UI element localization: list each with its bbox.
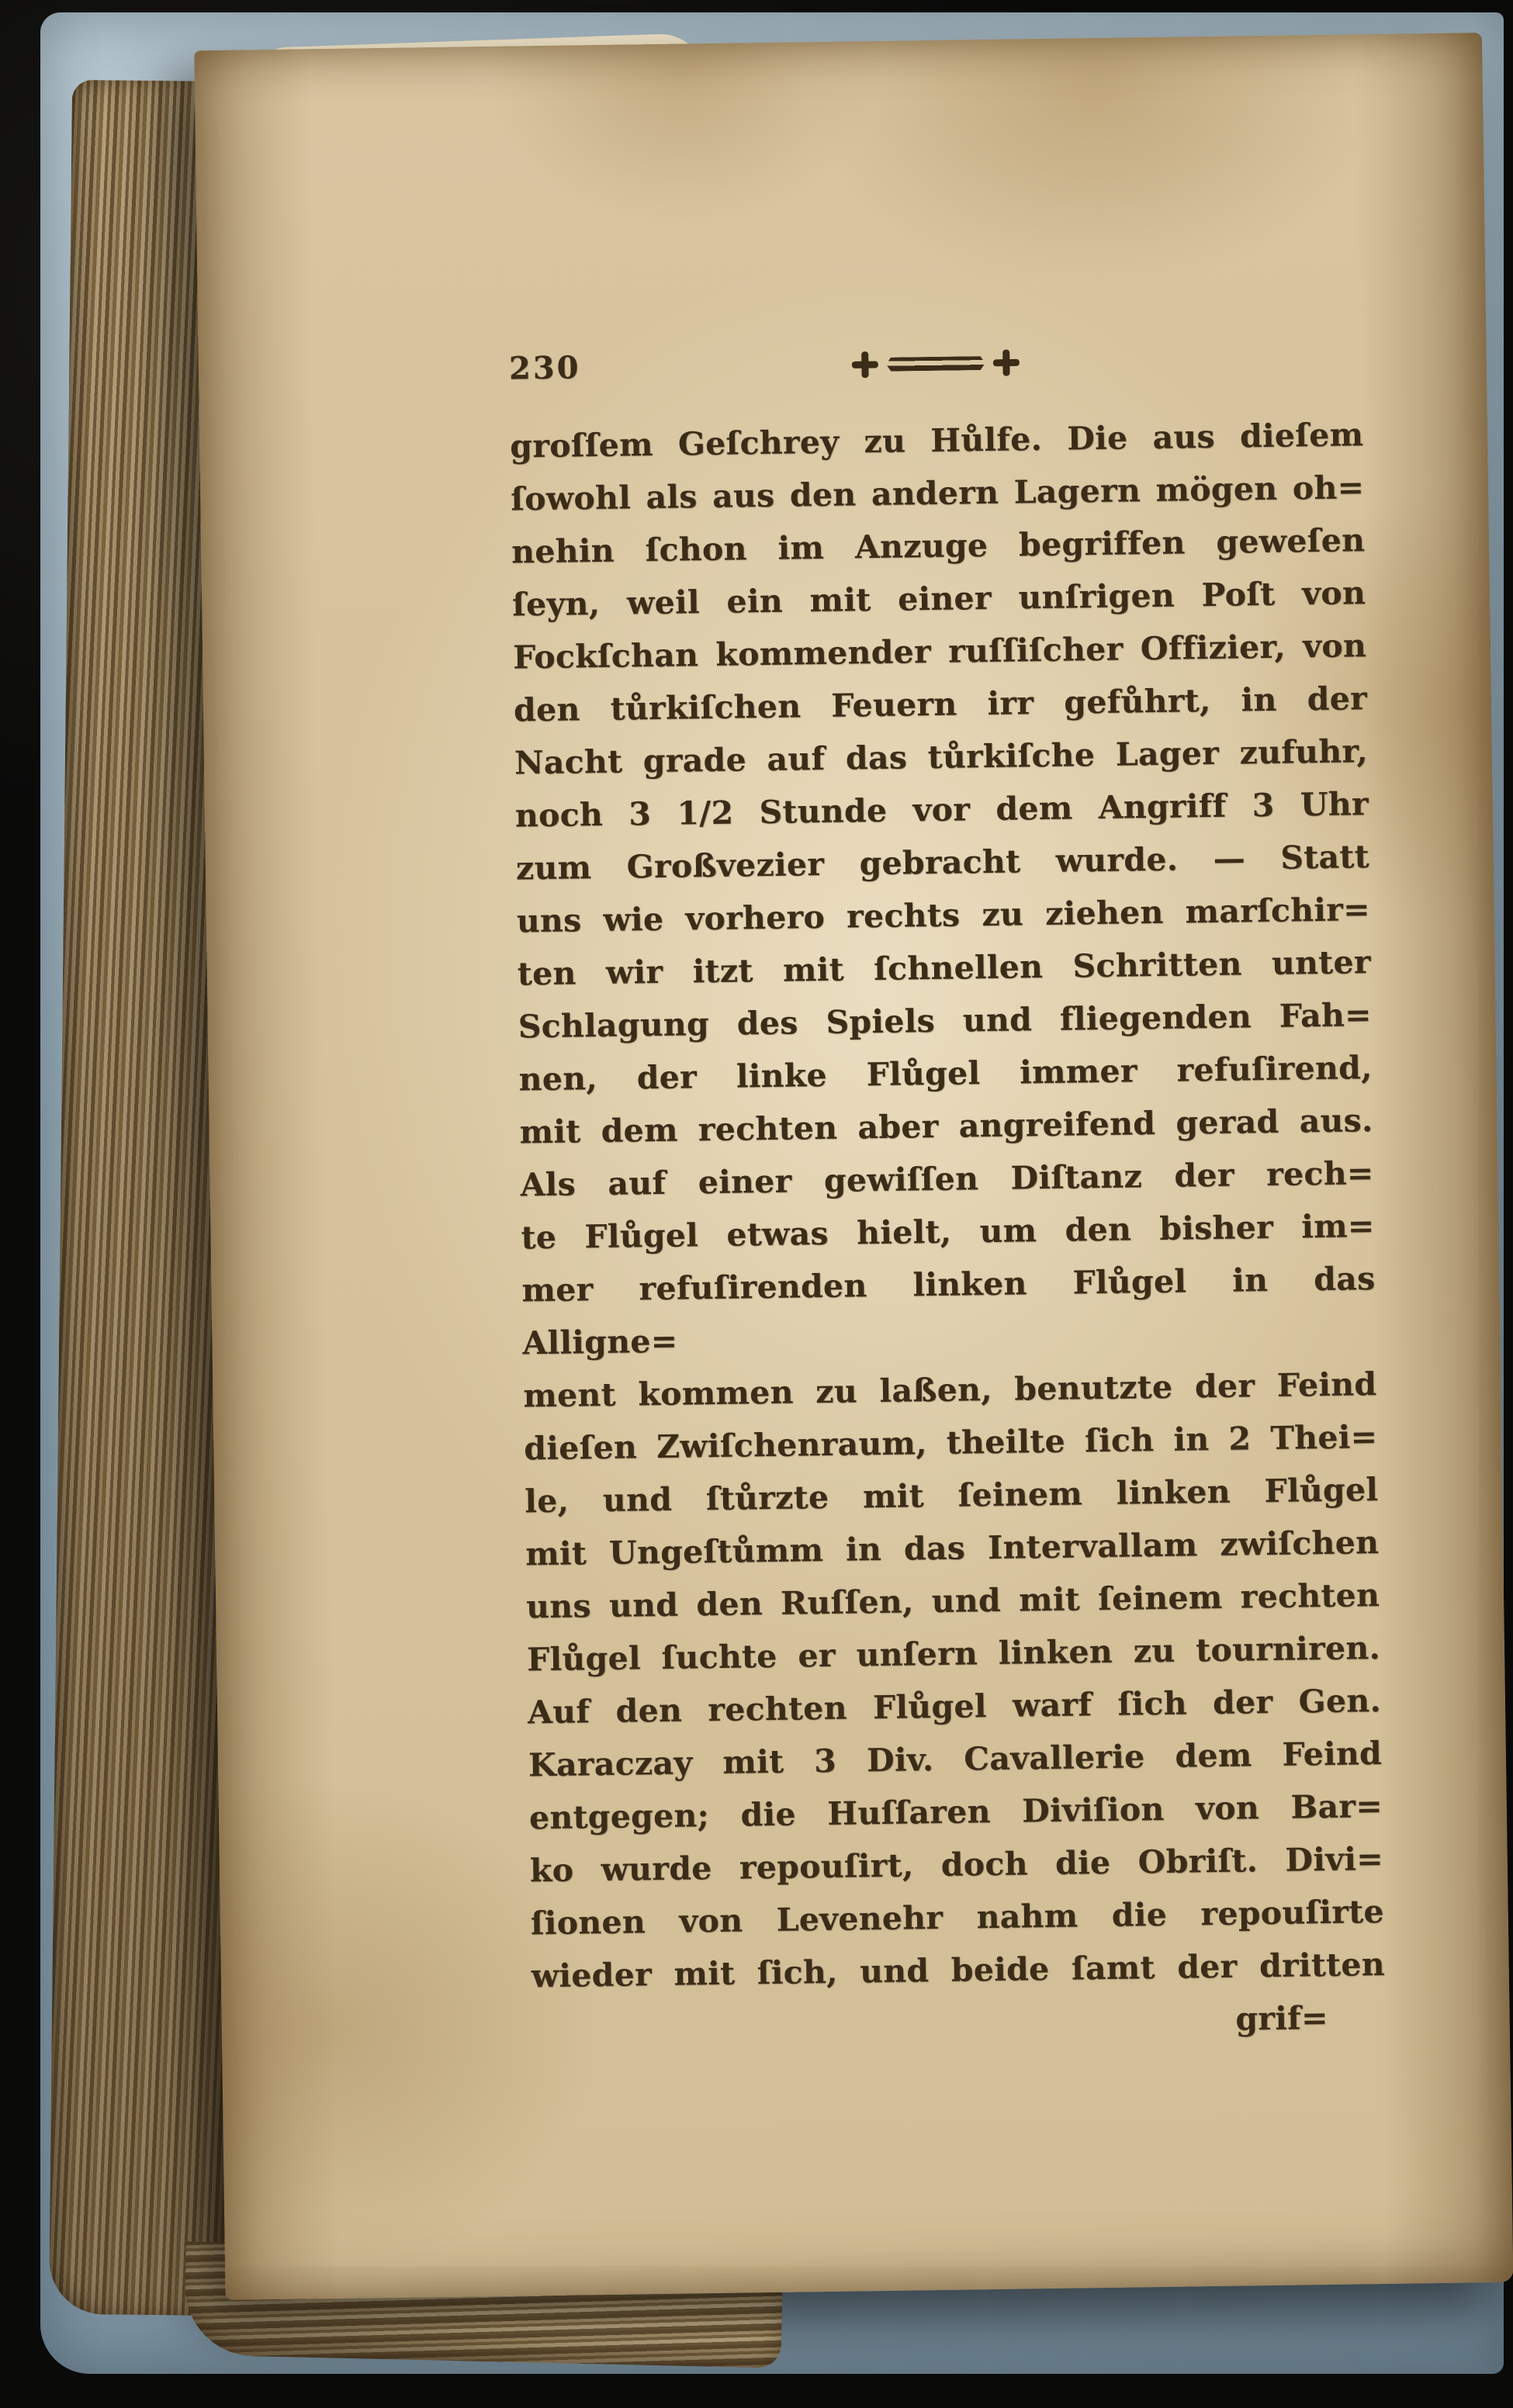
text-line: uns und den Ruſſen, und mit ſeinem rechten <box>525 1576 1380 1626</box>
text-line: zum Großvezier gebracht wurde. — Statt <box>515 838 1370 887</box>
text-line: ment kommen zu laßen, benutzte der Feind <box>523 1365 1377 1415</box>
text-line: Schlagung des Spiels und fliegenden Fah= <box>518 996 1372 1046</box>
ornament-rule-icon <box>886 356 985 372</box>
page-text <box>510 408 1386 2055</box>
ornament-cross-left-icon <box>852 351 878 378</box>
text-line: noch 3 1/2 Stunde vor dem Angriff 3 Uhr <box>514 785 1369 835</box>
text-line: ſeyn, weil ein mit einer unſrigen Poſt von <box>511 574 1366 624</box>
ornament-cross-right-icon <box>993 349 1020 375</box>
book-page <box>194 33 1513 2300</box>
text-line: ſowohl als aus den andern Lagern mögen oh= <box>510 469 1365 518</box>
text-line: entgegen; die Huſſaren Diviſion von Bar= <box>528 1787 1383 1837</box>
text-line: Fockſchan kommender ruſſiſcher Offizier, von <box>512 627 1367 676</box>
text-line: groſſem Geſchrey zu Hůlfe. Die aus dieſem <box>509 416 1364 465</box>
text-line: ten wir itzt mit ſchnellen Schritten unter <box>517 943 1372 993</box>
text-line: Als auf einer gewiſſen Diſtanz der rech= <box>520 1154 1374 1204</box>
page-number: 230 <box>508 349 581 387</box>
text-line: Flůgel ſuchte er unſern linken zu tourniren. <box>526 1629 1381 1679</box>
text-line: ko wurde repouſirt, doch die Obriſt. Divi= <box>529 1840 1384 1890</box>
text-line: den tůrkiſchen Feuern irr gefůhrt, in der <box>513 680 1368 729</box>
text-line: mit Ungeſtůmm in das Intervallam zwiſchen <box>525 1524 1380 1573</box>
text-line: le, und ſtůrzte mit ſeinem linken Flůgel <box>524 1471 1379 1521</box>
catchword: grif= <box>1235 1999 1329 2038</box>
text-line: te Flůgel etwas hielt, um den bisher im= <box>521 1207 1375 1257</box>
text-line: Auf den rechten Flůgel warf ſich der Gen. <box>527 1682 1382 1732</box>
page-header <box>509 338 1363 393</box>
text-line: Karaczay mit 3 Div. Cavallerie dem Feind <box>528 1735 1383 1784</box>
text-line: mit dem rechten aber angreifend gerad aus. <box>519 1102 1373 1151</box>
text-line: dieſen Zwiſchenraum, theilte ſich in 2 Thei= <box>524 1418 1378 1468</box>
text-line: wieder mit ſich, und beide ſamt der dritten <box>531 1945 1386 1995</box>
text-line: mer refuſirenden linken Flůgel in das Alligne= <box>521 1260 1376 1362</box>
text-line: ſionen von Levenehr nahm die repouſirte <box>530 1893 1385 1943</box>
head-ornament-icon <box>852 349 1020 378</box>
text-line: nehin ſchon im Anzuge begriffen geweſen <box>511 521 1366 571</box>
page-content <box>194 33 1510 2060</box>
text-line: Nacht grade auf das tůrkiſche Lager zufuhr, <box>514 732 1369 782</box>
text-line: nen, der linke Flůgel immer refuſirend, <box>518 1049 1373 1098</box>
text-line: uns wie vorhero rechts zu ziehen marſchir= <box>516 891 1371 940</box>
